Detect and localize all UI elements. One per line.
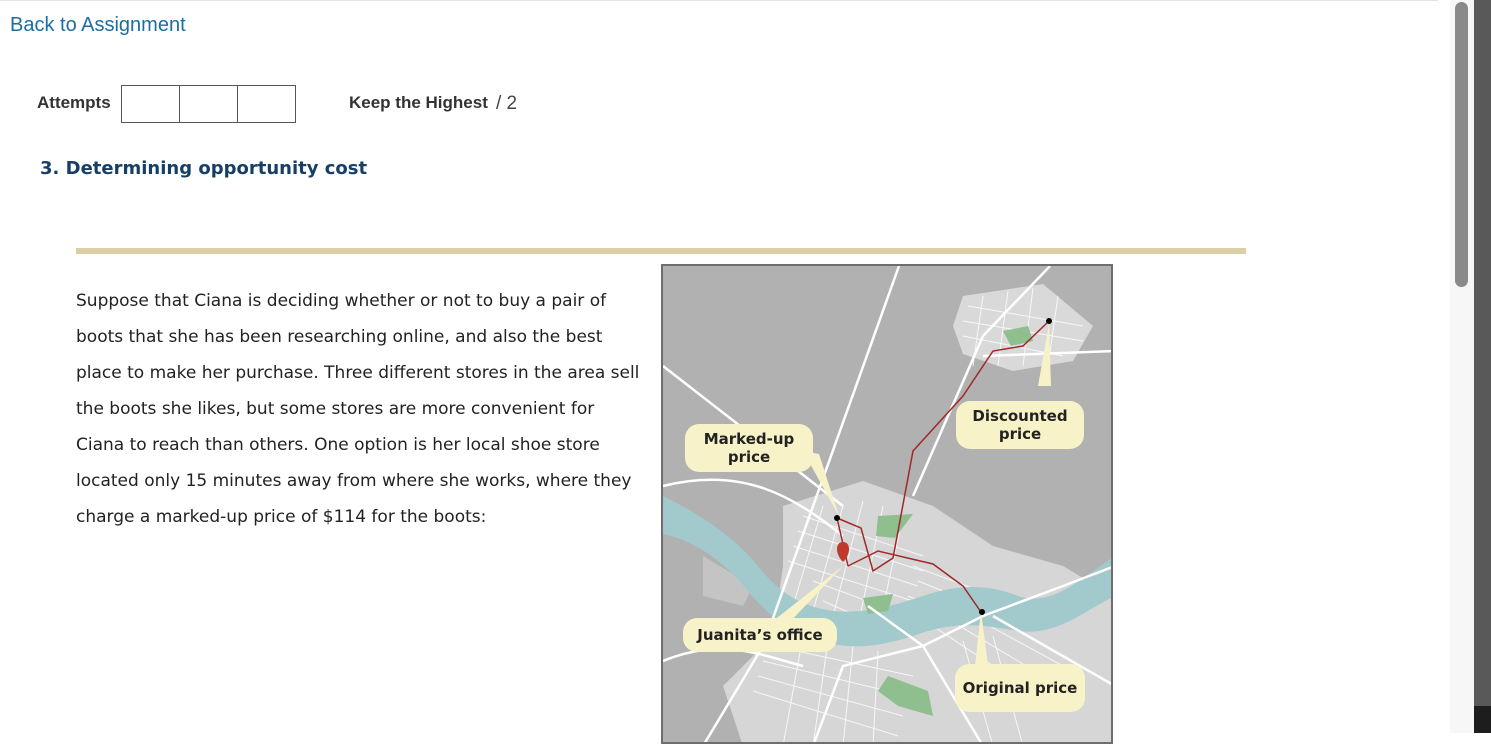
attempts-label: Attempts xyxy=(37,93,111,112)
callout-marked-up-price: Marked-up price xyxy=(685,424,813,472)
back-to-assignment-link[interactable]: Back to Assignment xyxy=(10,14,186,36)
attempt-box-1 xyxy=(121,85,180,123)
scrollbar-thumb[interactable] xyxy=(1455,2,1468,287)
top-divider xyxy=(0,0,1438,1)
city-map-image xyxy=(661,264,1113,744)
question-title: 3. Determining opportunity cost xyxy=(40,158,368,179)
attempt-boxes xyxy=(121,85,295,123)
keep-highest-label: Keep the Highest xyxy=(349,93,488,112)
window-edge-corner xyxy=(1474,706,1491,733)
section-rule xyxy=(76,248,1246,254)
score-total: / 2 xyxy=(496,93,518,114)
window-edge xyxy=(1474,0,1491,733)
marked-up-store-dot xyxy=(834,515,840,521)
attempt-box-3 xyxy=(237,85,296,123)
callout-original-price: Original price xyxy=(955,664,1085,712)
callout-office: Juanita’s office xyxy=(683,618,837,652)
discounted-store-dot xyxy=(1046,318,1052,324)
question-paragraph: Suppose that Ciana is deciding whether or not to buy a pair of boots that she has been researching online, and also the best place to make her purchase. Three different stores in the area sell the boots she likes, but some stores are more convenient for Ciana to reach than others. One option is her local shoe store located only 15 minutes away from where she works, where they charge a marked-up price of $114 for the boots: xyxy=(76,291,640,527)
original-store-dot xyxy=(979,609,985,615)
attempt-box-2 xyxy=(179,85,238,123)
callout-discounted-price: Discounted price xyxy=(956,401,1084,449)
